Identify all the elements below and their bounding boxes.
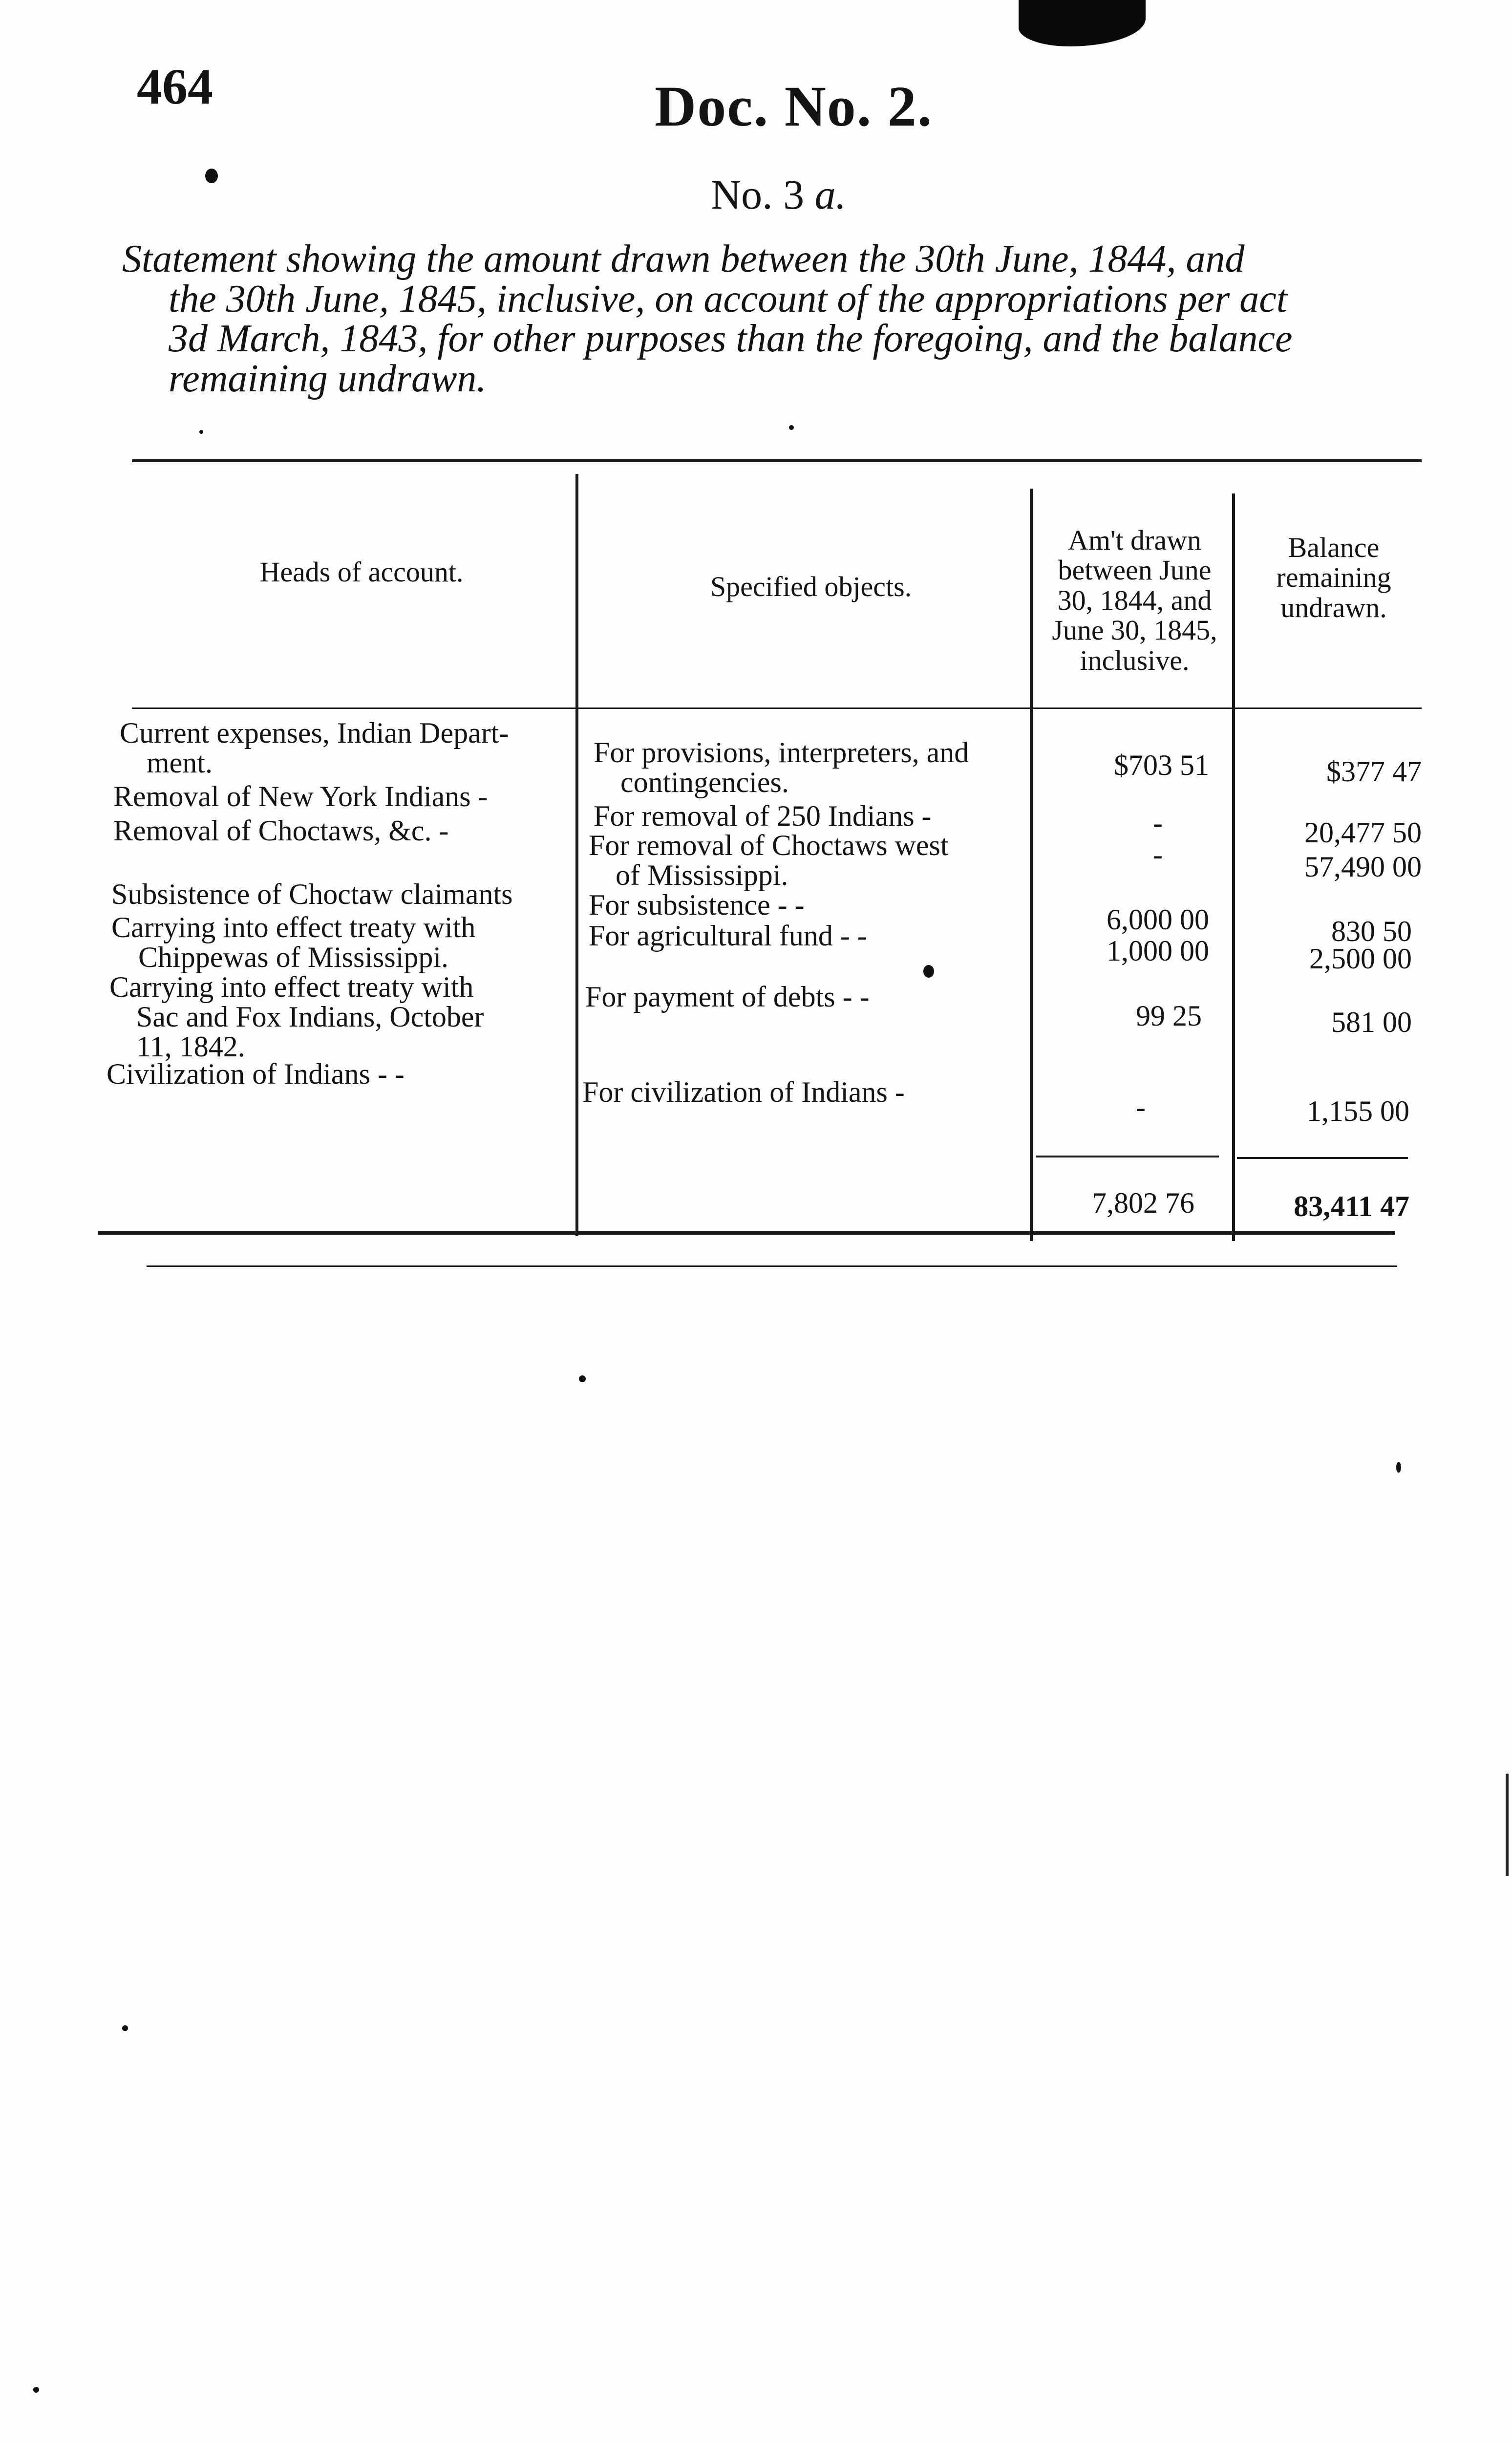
document-title: Doc. No. 2. bbox=[655, 74, 933, 138]
ink-speck bbox=[923, 965, 934, 978]
cell-line: Subsistence of Choctaw claimants bbox=[111, 878, 513, 910]
header-balance bbox=[1241, 533, 1427, 622]
intro-line: 3d March, 1843, for other purposes than the foregoing, and the balance bbox=[169, 317, 1293, 361]
cell-line: For removal of Choctaws west bbox=[589, 829, 949, 861]
ink-speck bbox=[205, 169, 218, 183]
table-row-head bbox=[113, 782, 488, 812]
cell-line: Carrying into effect treaty with bbox=[111, 911, 476, 943]
balance-value: 20,477 50 bbox=[1304, 816, 1422, 849]
cell-line: Current expenses, Indian Depart- bbox=[120, 717, 509, 749]
cell-line: For removal of 250 Indians - bbox=[594, 800, 932, 832]
table-row-head bbox=[106, 1059, 405, 1089]
statement-intro bbox=[122, 239, 1441, 399]
ink-speck bbox=[1396, 1462, 1401, 1473]
header-line: undrawn. bbox=[1280, 591, 1387, 623]
header-line: inclusive. bbox=[1080, 644, 1190, 676]
header-heads-of-account: Heads of account. bbox=[259, 556, 464, 588]
cell-line: For subsistence - - bbox=[589, 889, 805, 921]
subtotal-rule-drawn bbox=[1036, 1156, 1219, 1157]
cell-line: Carrying into effect treaty with bbox=[109, 971, 474, 1003]
table-row-object bbox=[589, 921, 867, 951]
table-row-object bbox=[582, 1077, 905, 1107]
cell-line: For civilization of Indians - bbox=[582, 1076, 905, 1108]
ink-blot bbox=[1019, 0, 1146, 46]
drawn-value: - bbox=[1153, 807, 1163, 839]
table-row-object bbox=[594, 801, 932, 831]
subtitle-suffix: a. bbox=[814, 171, 847, 218]
total-balance: 83,411 47 bbox=[1294, 1190, 1409, 1222]
intro-line: remaining undrawn. bbox=[169, 357, 487, 400]
page-edge-mark bbox=[1506, 1774, 1509, 1876]
table-row-object bbox=[589, 831, 949, 890]
table-row-object bbox=[594, 738, 969, 797]
column-divider-1 bbox=[575, 474, 578, 1236]
drawn-value: 6,000 00 bbox=[1107, 903, 1209, 936]
table-top-rule bbox=[132, 459, 1422, 462]
balance-value: 1,155 00 bbox=[1307, 1095, 1409, 1127]
cell-line: 11, 1842. bbox=[136, 1030, 245, 1063]
cell-line: For payment of debts - - bbox=[585, 981, 870, 1013]
cell-line: Chippewas of Mississippi. bbox=[138, 941, 449, 974]
subtitle-main: No. 3 bbox=[711, 171, 805, 218]
balance-value: 2,500 00 bbox=[1309, 943, 1412, 975]
intro-line: Statement showing the amount drawn between the 30th June, 1844, and bbox=[122, 237, 1245, 280]
header-line: remaining bbox=[1276, 561, 1391, 594]
table-bottom-rule-thin bbox=[147, 1265, 1397, 1267]
ink-speck bbox=[122, 2025, 128, 2031]
header-line: between June bbox=[1058, 554, 1212, 586]
column-divider-2 bbox=[1030, 489, 1033, 1241]
subtotal-rule-balance bbox=[1237, 1157, 1408, 1159]
cell-line: Removal of New York Indians - bbox=[113, 780, 488, 813]
cell-line: For provisions, interpreters, and bbox=[594, 736, 969, 769]
cell-line: For agricultural fund - - bbox=[589, 920, 867, 952]
ink-speck bbox=[579, 1375, 586, 1382]
cell-line: Civilization of Indians - - bbox=[106, 1058, 405, 1090]
balance-value: 581 00 bbox=[1331, 1006, 1412, 1038]
balance-value: $377 47 bbox=[1326, 755, 1422, 788]
total-drawn: 7,802 76 bbox=[1092, 1187, 1194, 1219]
drawn-value: 99 25 bbox=[1136, 1000, 1202, 1032]
intro-line: the 30th June, 1845, inclusive, on account of the appropriations per act bbox=[169, 277, 1287, 321]
header-line: June 30, 1845, bbox=[1052, 614, 1217, 646]
table-row-head bbox=[109, 972, 484, 1062]
document-subtitle bbox=[711, 170, 846, 219]
cell-line: Sac and Fox Indians, October bbox=[136, 1001, 484, 1033]
cell-line: contingencies. bbox=[620, 766, 789, 799]
table-row-head bbox=[120, 718, 509, 778]
cell-line: ment. bbox=[147, 747, 213, 779]
table-bottom-rule bbox=[98, 1231, 1395, 1235]
table-row-head bbox=[111, 879, 512, 909]
drawn-value: 1,000 00 bbox=[1107, 935, 1209, 967]
balance-value: 57,490 00 bbox=[1304, 851, 1422, 883]
header-bottom-rule bbox=[132, 707, 1422, 709]
header-amount-drawn bbox=[1036, 525, 1234, 675]
ink-speck bbox=[199, 430, 203, 434]
drawn-value: - bbox=[1153, 838, 1163, 871]
header-specified-objects: Specified objects. bbox=[710, 571, 912, 602]
header-line: Am't drawn bbox=[1067, 524, 1201, 556]
table-row-head bbox=[111, 913, 475, 972]
ink-speck bbox=[33, 2387, 39, 2393]
balance-value: 830 50 bbox=[1331, 915, 1412, 947]
header-line: Balance bbox=[1288, 532, 1380, 563]
drawn-value: - bbox=[1136, 1091, 1146, 1123]
table-row-object bbox=[585, 982, 870, 1012]
header-line: 30, 1844, and bbox=[1057, 584, 1212, 616]
drawn-value: $703 51 bbox=[1114, 749, 1209, 781]
page-number: 464 bbox=[137, 59, 213, 115]
table-row-head bbox=[113, 816, 449, 846]
cell-line: of Mississippi. bbox=[616, 859, 788, 892]
cell-line: Removal of Choctaws, &c. - bbox=[113, 814, 449, 847]
ink-speck bbox=[789, 425, 794, 430]
table-row-object bbox=[589, 890, 805, 920]
